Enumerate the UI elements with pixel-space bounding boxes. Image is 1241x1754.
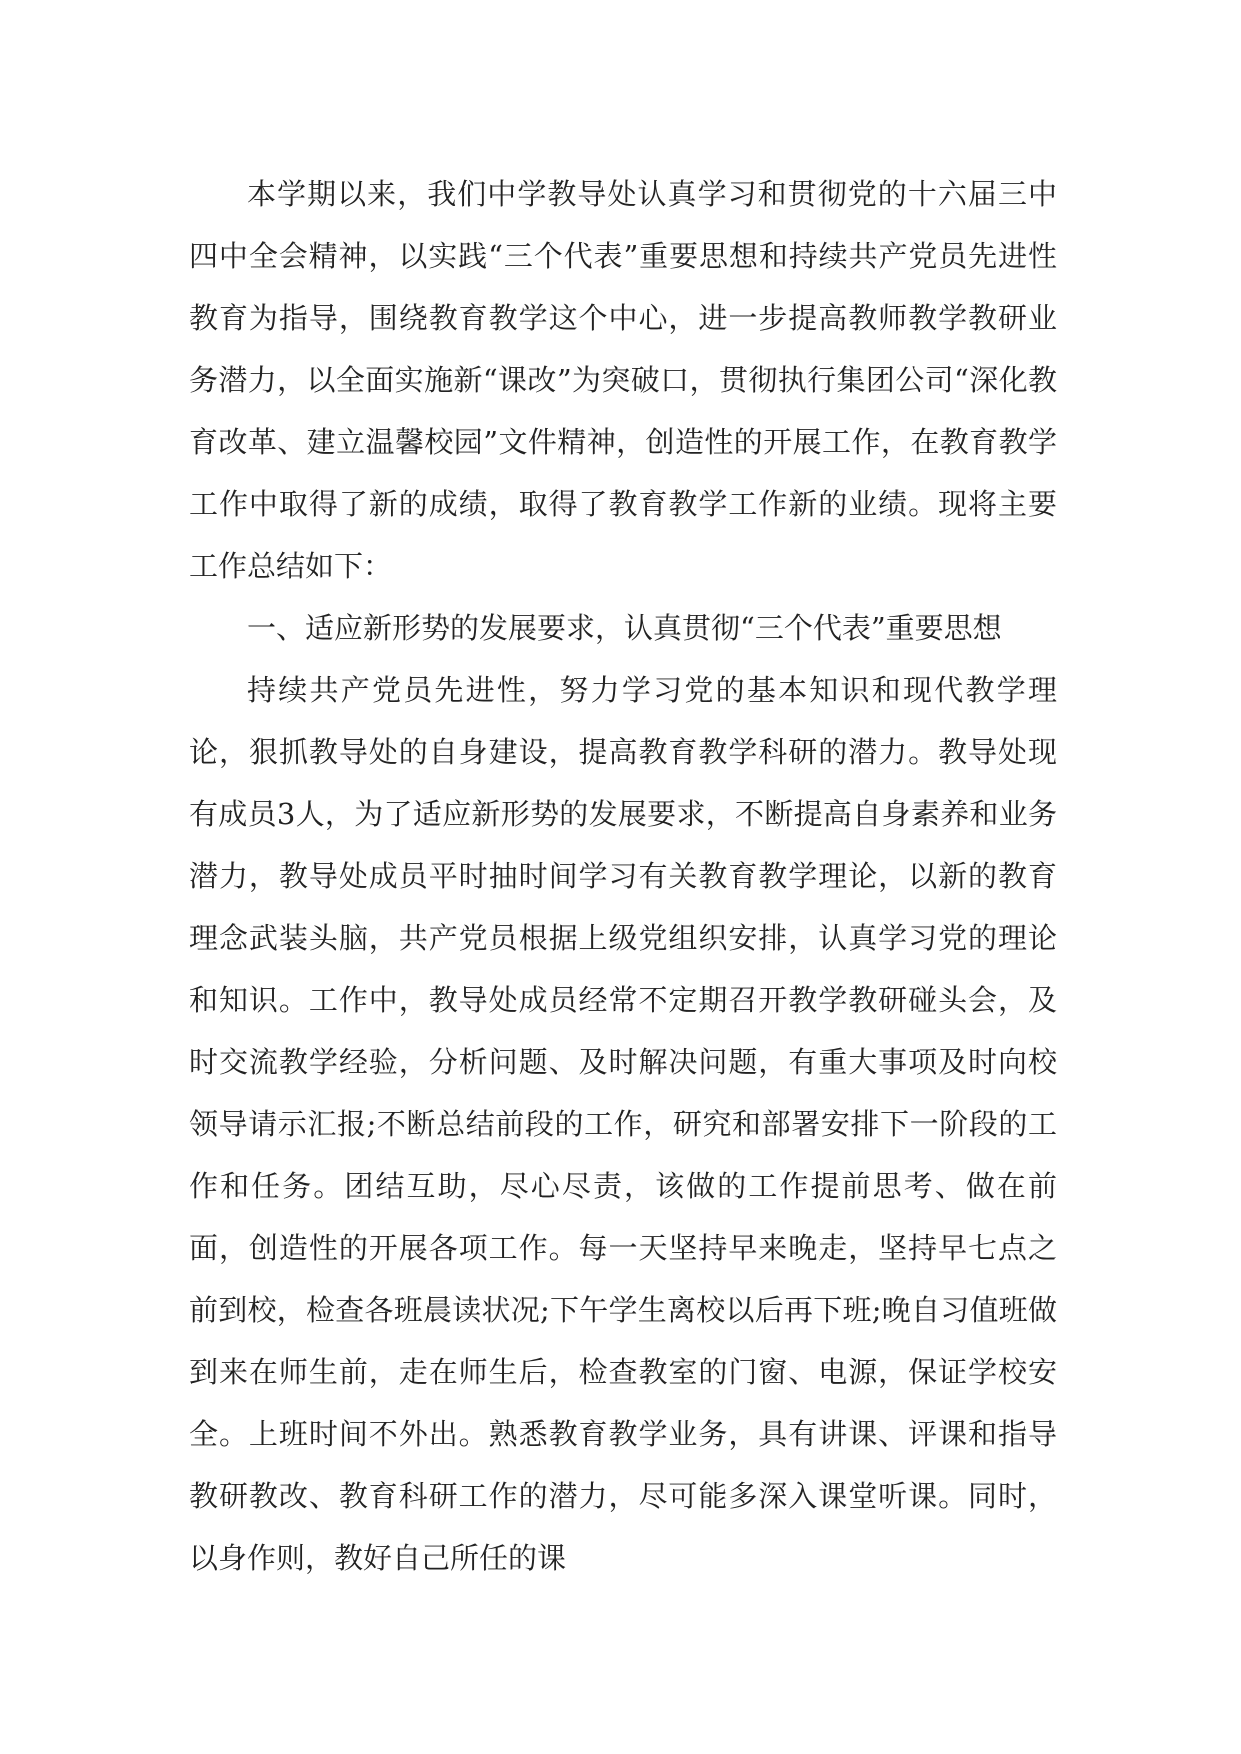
section-heading-1: 一、适应新形势的发展要求，认真贯彻“三个代表”重要思想 xyxy=(247,611,1002,645)
paragraph-section-1: 持续共产党员先进性，努力学习党的基本知识和现代教学理论，狠抓教导处的自身建设，提高教育教学科研的潜力。教导处现有成员3人，为了适应新形势的发展要求，不断提高自身素养和业务潜力，教导处成员平时抽时间学习有关教育教学理论，以新的教育理念武装头脑，共产党员根据上级党组织安排，认真学习党的理论和知识。工作中，教导处成员经常不定期召开教学教研碰头会，及时交流教学经验，分析问题、及时解决问题，有重大事项及时向校领导请示汇报;不断总结前段的工作，研究和部署安排下一阶段的工作和任务。团结互助，尽心尽责，该做的工作提前思考、做在前面，创造性的开展各项工作。每一天坚持早来晚走，坚持早七点之前到校，检查各班晨读状况;下午学生离校以后再下班;晚自习值班做到来在师生前，走在师生后，检查教室的门窗、电源，保证学校安全。上班时间不外出。熟悉教育教学业务，具有讲课、评课和指导教研教改、教育科研工作的潜力，尽可能多深入课堂听课。同时，以身作则，教好自己所任的课 xyxy=(189,673,1057,1575)
paragraph-intro: 本学期以来，我们中学教导处认真学习和贯彻党的十六届三中四中全会精神，以实践“三个代表”重要思想和持续共产党员先进性教育为指导，围绕教育教学这个中心，进一步提高教师教学教研业务潜力，以全面实施新“课改”为突破口，贯彻执行集团公司“深化教育改革、建立温馨校园”文件精神，创造性的开展工作，在教育教学工作中取得了新的成绩，取得了教育教学工作新的业绩。现将主要工作总结如下： xyxy=(189,177,1057,583)
document-body xyxy=(189,163,1057,1589)
